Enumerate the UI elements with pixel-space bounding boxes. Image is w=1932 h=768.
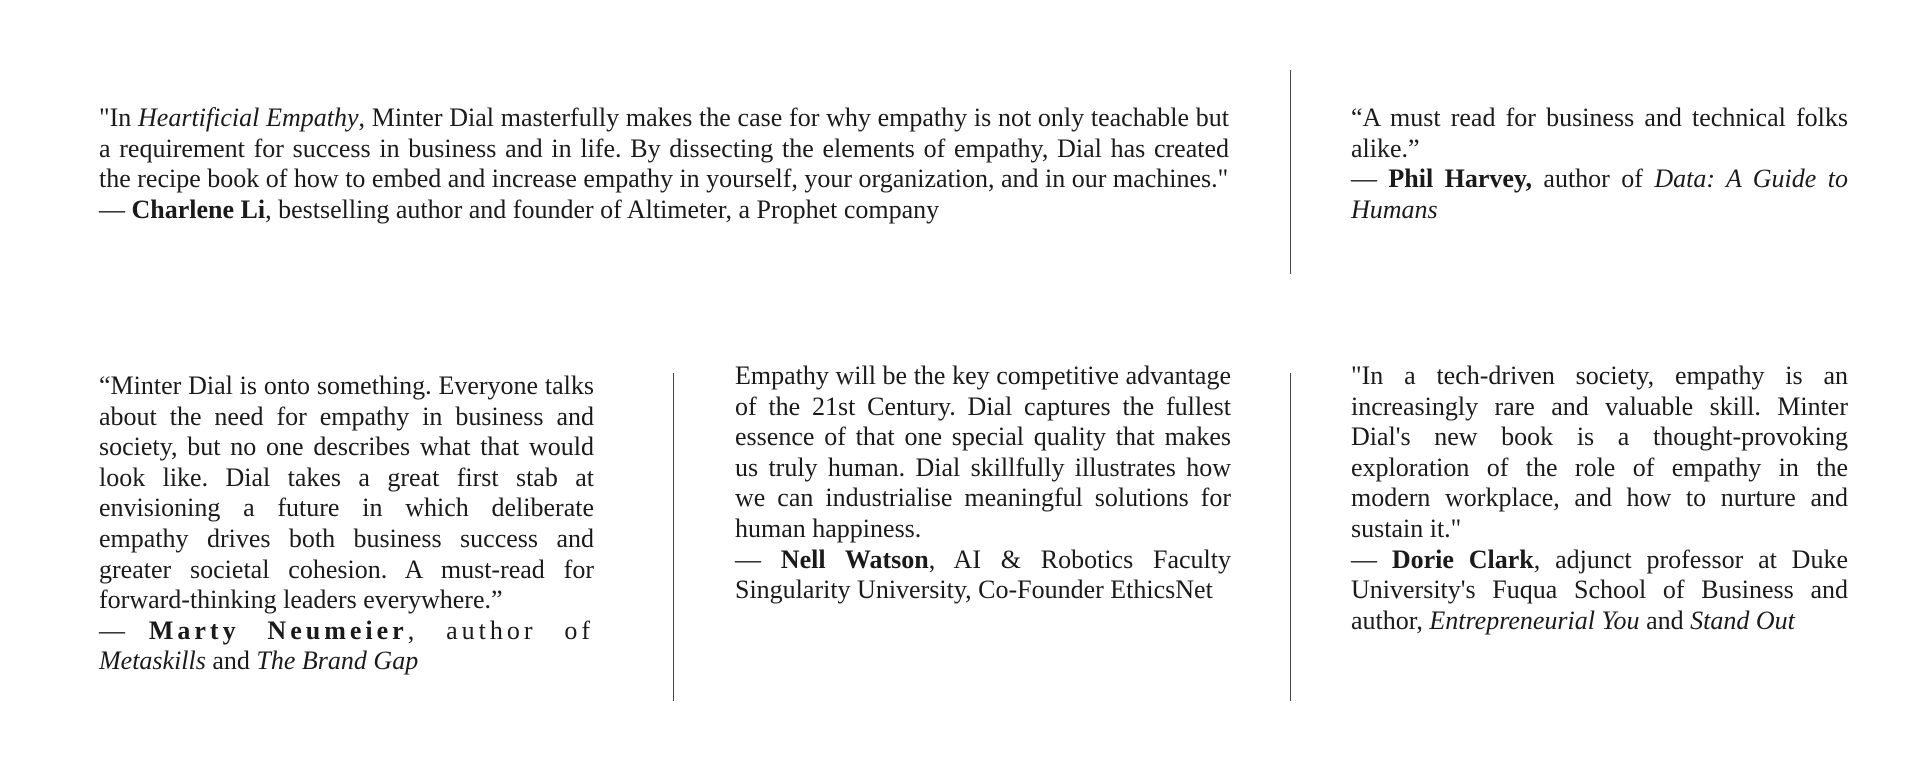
attribution-dash: — bbox=[735, 544, 781, 574]
author-name: Marty Neumeier bbox=[148, 615, 408, 645]
author-name: Phil Harvey, bbox=[1388, 164, 1532, 194]
author-name: Charlene Li bbox=[131, 194, 266, 224]
quote-text bbox=[99, 103, 1229, 195]
author-name: Dorie Clark bbox=[1391, 544, 1534, 574]
column-divider bbox=[673, 373, 674, 701]
column-divider bbox=[1290, 70, 1291, 274]
book-title-2: Stand Out bbox=[1690, 605, 1795, 635]
quote-text-rest: , Minter Dial masterfully makes the case for why empathy is not only teachable but a requirement for success in business and in life. By dissecting the elements of empathy, Dial has created the recipe book of how to embed and increase empathy in yourself, your organization, and in our machines." bbox=[99, 103, 1229, 194]
attribution bbox=[1351, 545, 1848, 637]
book-title-2: The Brand Gap bbox=[256, 646, 419, 676]
attribution bbox=[99, 195, 1229, 226]
quote-text: “A must read for business and technical folks alike.” bbox=[1351, 103, 1848, 163]
testimonial-marty-neumeier bbox=[99, 371, 594, 677]
conjunction: and bbox=[205, 646, 257, 676]
author-credit: , AI & Robotics Faculty Singularity University, Co-Founder EthicsNet bbox=[735, 544, 1231, 605]
attribution-dash: — bbox=[1351, 544, 1392, 574]
book-title-1: Metaskills bbox=[99, 646, 206, 676]
column-divider bbox=[1290, 373, 1291, 701]
quote-text: "In a tech-driven society, empathy is an increasingly rare and valuable skill. Minter Dial's new book is a thought-provoking exploration of the role of empathy in the modern workplace, and how to nurture and sustain it." bbox=[1351, 361, 1848, 543]
attribution-dash: — bbox=[1351, 164, 1389, 194]
author-credit: author of bbox=[1532, 164, 1655, 194]
author-name: Nell Watson bbox=[780, 544, 929, 574]
author-credit: , adjunct professor at Duke University's Fuqua School of Business and author, bbox=[1351, 544, 1848, 635]
book-title: Data: A Guide to Humans bbox=[1351, 164, 1848, 224]
attribution-dash: — bbox=[99, 615, 149, 645]
book-title-1: Entrepreneurial You bbox=[1429, 605, 1640, 635]
testimonial-phil-harvey bbox=[1351, 103, 1848, 225]
attribution-dash: — bbox=[99, 194, 132, 224]
testimonial-charlene-li bbox=[99, 103, 1229, 225]
author-credit: , author of bbox=[407, 615, 594, 645]
attribution bbox=[1351, 164, 1848, 225]
conjunction: and bbox=[1639, 605, 1691, 635]
quote-text: Empathy will be the key competitive advantage of the 21st Century. Dial captures the fullest essence of that one special quality that makes us truly human. Dial skillfully illustrates how we can industrialise meaningful solutions for human happiness. bbox=[735, 361, 1231, 543]
quote-text-open: "In bbox=[99, 103, 139, 132]
attribution bbox=[735, 545, 1231, 606]
quote-text: “Minter Dial is onto something. Everyone talks about the need for empathy in business and society, but no one describes what that would look like. Dial takes a great first stab at envisioning a future in which deliberate empathy drives both business success and greater societal cohesion. A must-read for forward-thinking leaders everywhere.” bbox=[99, 371, 594, 615]
attribution bbox=[99, 616, 594, 677]
book-title: Heartificial Empathy bbox=[138, 103, 359, 132]
author-credit: , bestselling author and founder of Altimeter, a Prophet company bbox=[265, 194, 940, 224]
testimonial-dorie-clark bbox=[1351, 361, 1848, 636]
testimonial-nell-watson bbox=[735, 361, 1231, 606]
